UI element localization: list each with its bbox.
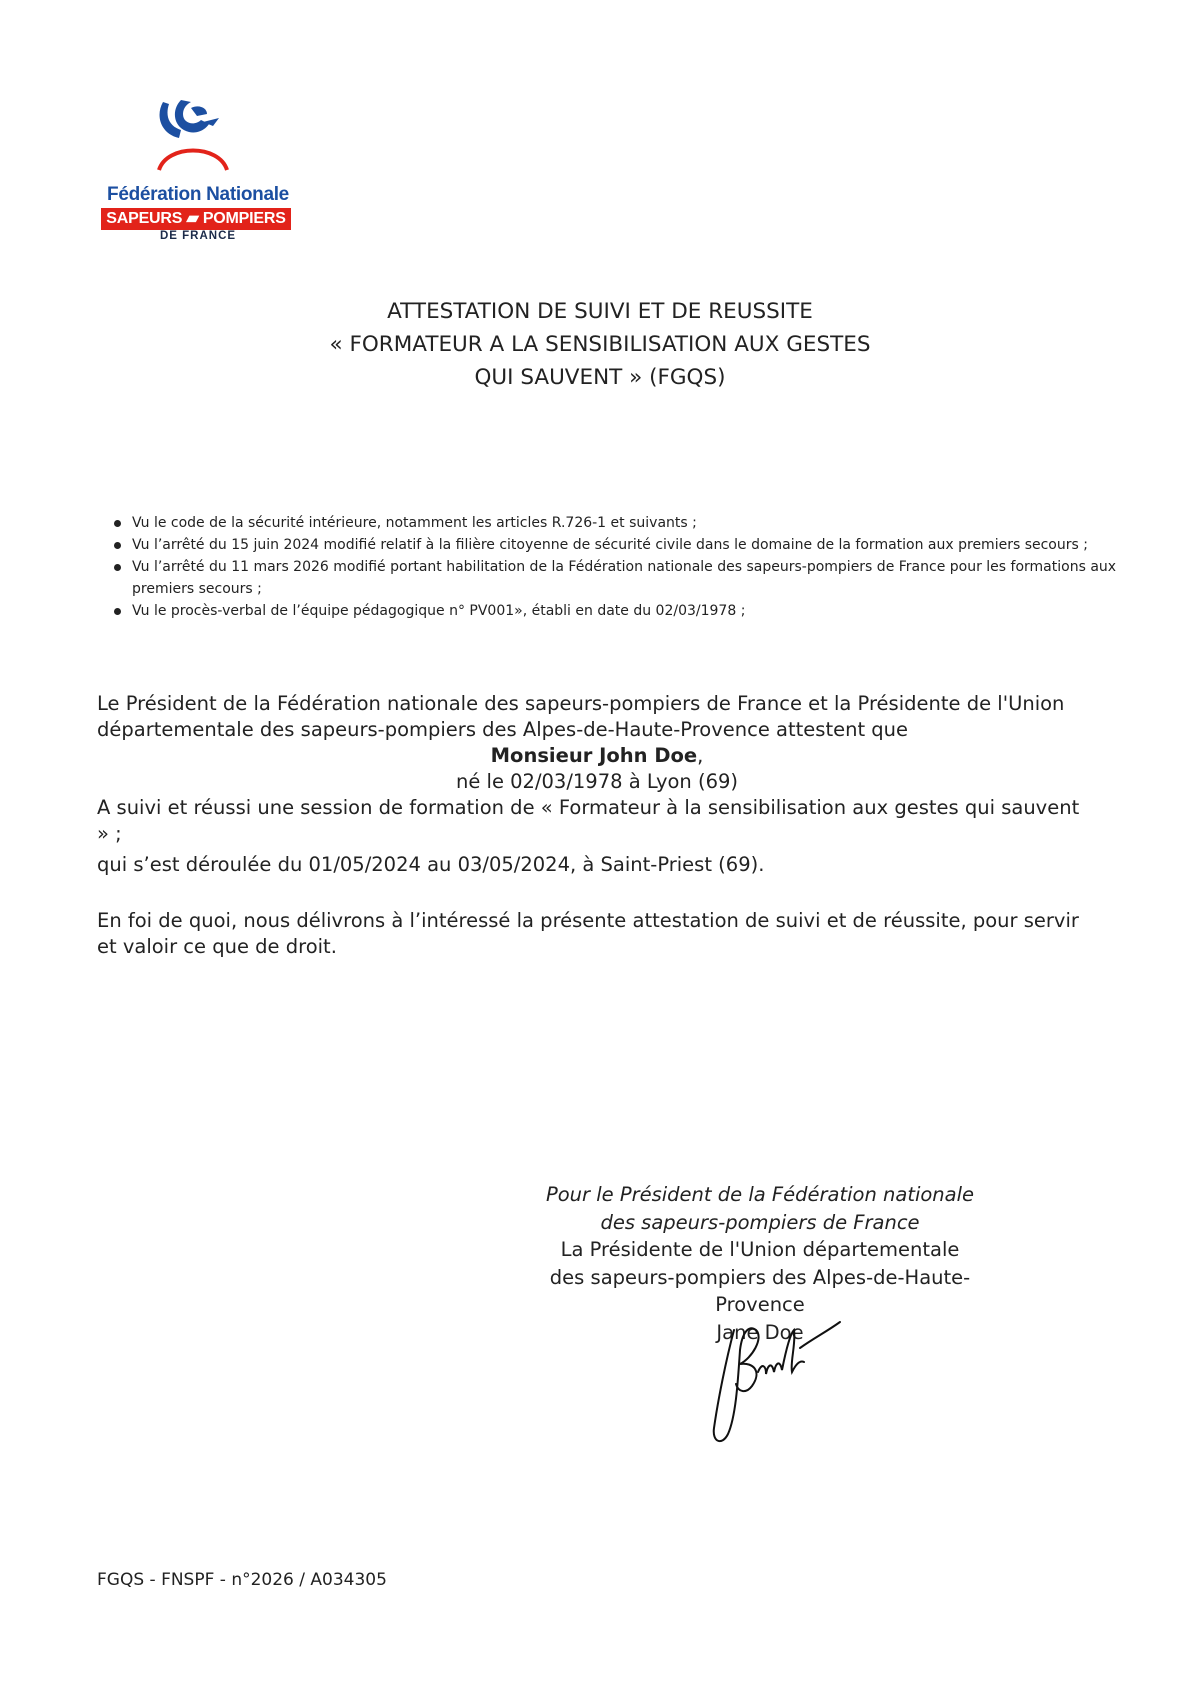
recipient-name: Monsieur John Doe xyxy=(490,744,698,767)
handwritten-signature xyxy=(700,1300,880,1450)
signature-line-3: La Présidente de l'Union départementale xyxy=(560,1238,960,1261)
recipient-comma: , xyxy=(697,744,704,767)
completion-statement: A suivi et réussi une session de formation de « Formateur à la sensibilisation aux gestes qui sauvent » ; xyxy=(97,796,1080,845)
fnspf-logo xyxy=(98,98,298,248)
logo-federation-text: Fédération Nationale xyxy=(107,184,289,205)
logo-de-france-text: DE FRANCE xyxy=(159,230,237,242)
consideration-item: Vu l’arrêté du 11 mars 2026 modifié portant habilitation de la Fédération nationale des sapeurs-pompiers de France pour les formations aux premiers secours ; xyxy=(112,556,1122,600)
signer-name: Jane Doe xyxy=(716,1320,804,1344)
closing-paragraph: En foi de quoi, nous délivrons à l’intéressé la présente attestation de suivi et de réussite, pour servir et valoir ce que de droit. xyxy=(97,909,1079,958)
signature-line-1: Pour le Président de la Fédération nationale xyxy=(545,1183,975,1206)
document-title xyxy=(220,295,980,394)
intro-paragraph: Le Président de la Fédération nationale des sapeurs-pompiers de France et la Présidente de l'Union départementale des sapeurs-pompiers des Alpes-de-Haute-Provence attestent que xyxy=(97,692,1065,741)
considerations-list xyxy=(112,512,1122,622)
consideration-item: Vu l’arrêté du 15 juin 2024 modifié relatif à la filière citoyenne de sécurité civile dans le domaine de la formation aux premiers secours ; xyxy=(112,534,1122,556)
signature-line-4: des sapeurs-pompiers des Alpes-de-Haute-Provence xyxy=(549,1265,971,1316)
signature-line-2: des sapeurs-pompiers de France xyxy=(600,1210,920,1234)
title-line-1: ATTESTATION DE SUIVI ET DE REUSSITE xyxy=(387,299,813,324)
title-line-2: « FORMATEUR A LA SENSIBILISATION AUX GESTES xyxy=(329,332,871,357)
logo-sapeurs-pompiers-band: SAPEURS ▰ POMPIERS xyxy=(101,208,291,230)
fnspf-emblem-icon xyxy=(153,98,243,178)
title-line-3: QUI SAUVENT » (FGQS) xyxy=(474,365,726,390)
recipient-line xyxy=(97,743,1097,769)
consideration-item: Vu le code de la sécurité intérieure, notamment les articles R.726-1 et suivants ; xyxy=(112,512,1122,534)
birth-info: né le 02/03/1978 à Lyon (69) xyxy=(455,770,739,793)
document-reference: FGQS - FNSPF - n°2026 / A034305 xyxy=(97,1570,387,1590)
consideration-item: Vu le procès-verbal de l’équipe pédagogique n° PV001», établi en date du 02/03/1978 ; xyxy=(112,600,1122,622)
session-paragraph: qui s’est déroulée du 01/05/2024 au 03/05/2024, à Saint-Priest (69). xyxy=(97,853,765,876)
attestation-body xyxy=(97,691,1097,847)
